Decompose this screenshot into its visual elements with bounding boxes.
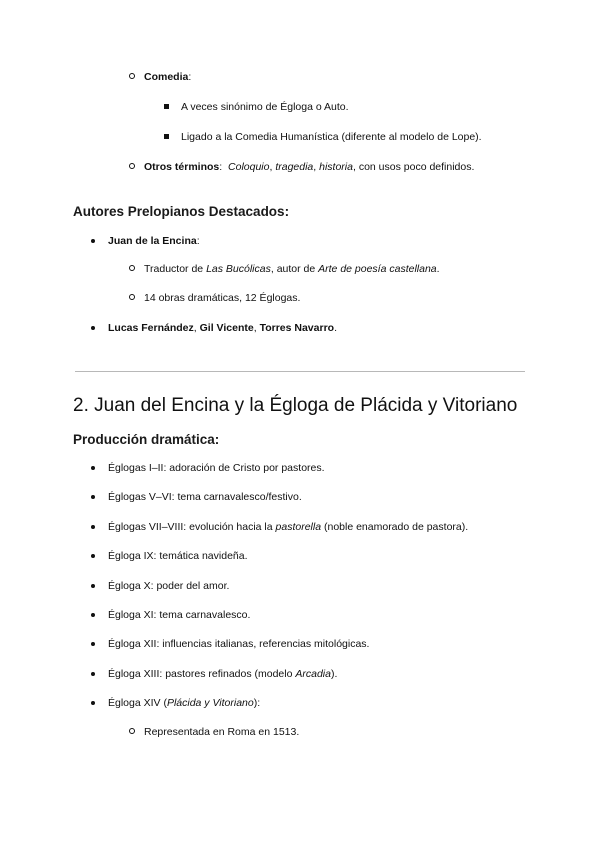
circle-bullet-icon [129,160,135,174]
list-item-comedia-sub-2: Ligado a la Comedia Humanística (diferente al modelo de Lope). [181,131,482,143]
list-item-comedia-sub-1: A veces sinónimo de Égloga o Auto. [181,101,349,113]
dot-bullet-icon [91,234,95,248]
square-bullet-icon [164,100,169,114]
list-item-encina-sub-1: Traductor de Las Bucólicas, autor de Arte de poesía castellana. [144,263,440,275]
dot-bullet-icon [91,579,95,593]
list-item-comedia: Comedia: [144,71,192,83]
list-item-egloga-12: Égloga XII: influencias italianas, referencias mitológicas. [108,638,370,650]
list-item-egloga-11: Égloga XI: tema carnavalesco. [108,609,251,621]
dot-bullet-icon [91,520,95,534]
dot-bullet-icon [91,696,95,710]
dot-bullet-icon [91,637,95,651]
circle-bullet-icon [129,70,135,84]
dot-bullet-icon [91,549,95,563]
list-item-encina: Juan de la Encina: [108,235,200,247]
circle-bullet-icon [129,262,135,276]
list-item-otros-terminos: Otros términos: Coloquio, tragedia, historia, con usos poco definidos. [144,161,475,173]
section-title-2: 2. Juan del Encina y la Égloga de Plácida y Vitoriano [73,395,518,416]
dot-bullet-icon [91,667,95,681]
list-item-eglogas-2: Églogas V–VI: tema carnavalesco/festivo. [108,491,302,503]
dot-bullet-icon [91,461,95,475]
list-item-egloga-14-sub: Representada en Roma en 1513. [144,726,300,738]
list-item-eglogas-1: Églogas I–II: adoración de Cristo por pastores. [108,462,325,474]
horizontal-divider [75,371,525,372]
list-item-eglogas-3: Églogas VII–VIII: evolución hacia la pastorella (noble enamorado de pastora). [108,521,469,533]
list-item-other-authors: Lucas Fernández, Gil Vicente, Torres Navarro. [108,322,337,334]
list-item-egloga-13: Égloga XIII: pastores refinados (modelo Arcadia). [108,668,338,680]
circle-bullet-icon [129,291,135,305]
list-item-egloga-14: Égloga XIV (Plácida y Vitoriano): [108,697,261,709]
list-item-egloga-10: Égloga X: poder del amor. [108,580,230,592]
subheading-produccion: Producción dramática: [73,432,220,447]
dot-bullet-icon [91,608,95,622]
section-heading-autores: Autores Prelopianos Destacados: [73,204,290,219]
circle-bullet-icon [129,725,135,739]
list-item-egloga-9: Égloga IX: temática navideña. [108,550,248,562]
dot-bullet-icon [91,321,95,335]
dot-bullet-icon [91,490,95,504]
square-bullet-icon [164,130,169,144]
list-item-encina-sub-2: 14 obras dramáticas, 12 Églogas. [144,292,301,304]
